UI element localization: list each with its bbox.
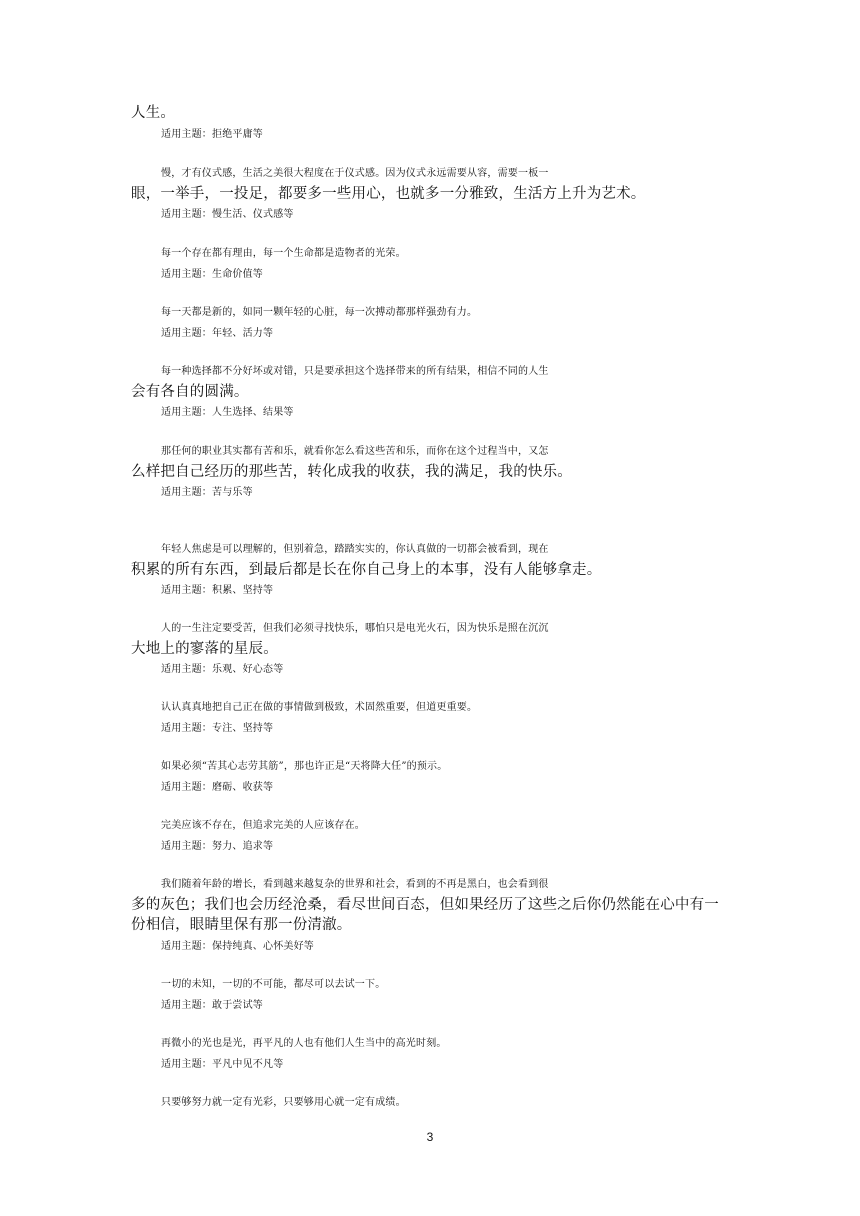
- topic-line: 适用主题：拒绝平庸等: [161, 129, 263, 140]
- topic-line: 适用主题：敢于尝试等: [161, 1000, 263, 1011]
- topic-line: 适用主题：积累、坚持等: [161, 585, 274, 596]
- text-line: 完美应该不存在，但追求完美的人应该存在。: [161, 820, 365, 831]
- page-number: 3: [426, 1130, 434, 1144]
- text-line: 只要够努力就一定有光彩，只要够用心就一定有成绩。: [161, 1097, 406, 1108]
- text-line: 每一天都是新的，如同一颗年轻的心脏，每一次搏动都那样强劲有力。: [161, 307, 478, 318]
- text-line: 认认真真地把自己正在做的事情做到极致，术固然重要，但道更重要。: [161, 702, 478, 713]
- topic-line: 适用主题：乐观、好心态等: [161, 664, 284, 675]
- text-line: 慢，才有仪式感，生活之美很大程度在于仪式感。因为仪式永远需要从容，需要一板一: [161, 168, 549, 179]
- text-line: 份相信，眼睛里保有那一份清澈。: [131, 917, 352, 933]
- text-line: 我们随着年龄的增长，看到越来越复杂的世界和社会，看到的不再是黑白，也会看到很: [161, 879, 549, 890]
- text-line: 积累的所有东西，到最后都是长在你自己身上的本事，没有人能够拿走。: [131, 562, 602, 578]
- topic-line: 适用主题：专注、坚持等: [161, 723, 274, 734]
- topic-line: 适用主题：平凡中见不凡等: [161, 1059, 284, 1070]
- text-line: 人的一生注定要受苦，但我们必须寻找快乐，哪怕只是电光火石，因为快乐是照在沉沉: [161, 623, 549, 634]
- text-line: 那任何的职业其实都有苦和乐，就看你怎么看这些苦和乐，而你在这个过程当中，又怎: [161, 446, 549, 457]
- text-line: 年轻人焦虑是可以理解的，但别着急，踏踏实实的，你认真做的一切都会被看到，现在: [161, 544, 549, 555]
- text-line: 如果必须“苦其心志劳其筋”，那也许正是“天将降大任”的预示。: [161, 761, 448, 772]
- text-line: 大地上的寥落的星辰。: [131, 641, 278, 657]
- text-line: 多的灰色；我们也会历经沧桑，看尽世间百态，但如果经历了这些之后你仍然能在心中有一: [131, 897, 719, 913]
- text-line: 人生。: [131, 105, 176, 121]
- topic-line: 适用主题：慢生活、仪式感等: [161, 209, 294, 220]
- text-line: 么样把自己经历的那些苦，转化成我的收获，我的满足，我的快乐。: [131, 464, 572, 480]
- topic-line: 适用主题：人生选择、结果等: [161, 407, 294, 418]
- text-line: 再微小的光也是光，再平凡的人也有他们人生当中的高光时刻。: [161, 1038, 447, 1049]
- topic-line: 适用主题：年轻、活力等: [161, 328, 274, 339]
- topic-line: 适用主题：磨砺、收获等: [161, 782, 274, 793]
- text-line: 眼，一举手，一投足，都要多一些用心，也就多一分雅致，生活方上升为艺术。: [131, 186, 646, 202]
- text-line: 一切的未知，一切的不可能，都尽可以去试一下。: [161, 979, 386, 990]
- text-line: 每一个存在都有理由，每一个生命都是造物者的光荣。: [161, 248, 406, 259]
- text-line: 每一种选择都不分好坏或对错，只是要承担这个选择带来的所有结果，相信不同的人生: [161, 366, 549, 377]
- topic-line: 适用主题：努力、追求等: [161, 841, 274, 852]
- topic-line: 适用主题：苦与乐等: [161, 487, 253, 498]
- topic-line: 适用主题：保持纯真、心怀美好等: [161, 941, 314, 952]
- topic-line: 适用主题：生命价值等: [161, 269, 263, 280]
- text-line: 会有各自的圆满。: [131, 384, 249, 400]
